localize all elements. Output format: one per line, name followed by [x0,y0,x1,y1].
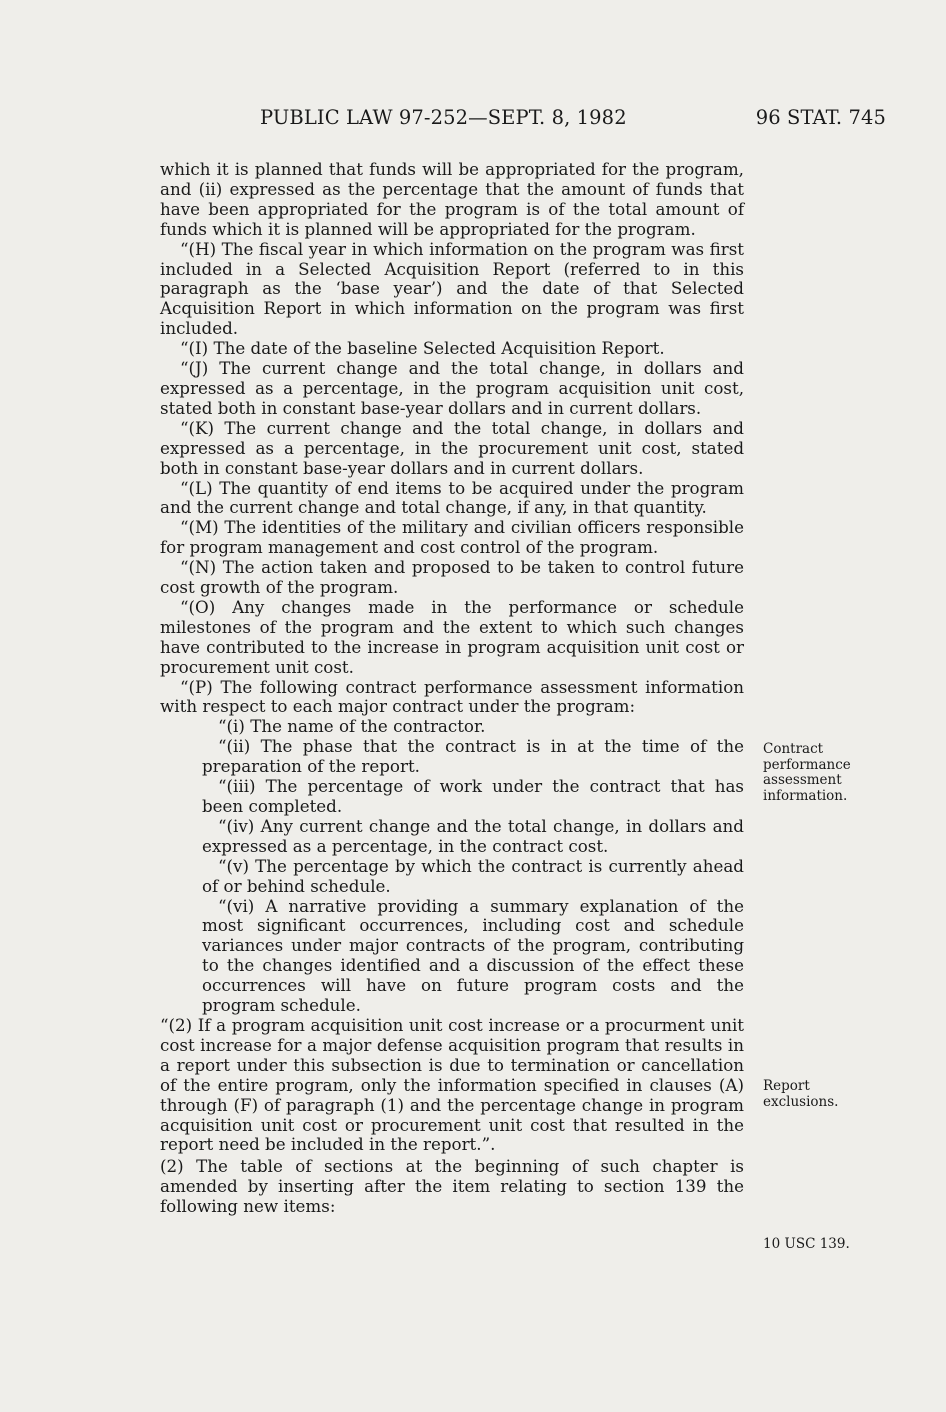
paragraph-2-table-of-sections: (2) The table of sections at the beginning of such chapter is amended by inserting after the item relating to section 139 the following new items: [160,1156,744,1217]
clause-p-iv: “(iv) Any current change and the total change, in dollars and expressed as a percentage, in the contract cost. [202,815,744,856]
paragraph-n: “(N) The action taken and proposed to be taken to control future cost growth of the program. [160,557,744,598]
paragraph-h: “(H) The fiscal year in which information on the program was first included in a Selected Acquisition Report (referred to in this paragraph as the ‘base year’) and the date of that Selected Acquisition Report in which information on the program was first included. [160,238,744,339]
clause-p-v: “(v) The percentage by which the contract is currently ahead of or behind schedule. [202,855,744,896]
header-statute-page: 96 STAT. 745 [755,106,886,129]
paragraph-2-exclusions: “(2) If a program acquisition unit cost increase or a procurment unit cost increase for a major defense acquisition program that results in a report under this subsection is due to termination or cancellation of the entire program, only the information specified in clauses (A) through (F) of paragraph (1) and the percentage change in program acquisition unit cost or procurement unit cost that resulted in the report need be included in the report.”. [160,1014,744,1155]
margin-note-contract-performance: Contract performance assessment information. [763,741,851,804]
clause-p-vi: “(vi) A narrative providing a summary explanation of the most significant occurrences, including cost and schedule variances under major contracts of the program, contributing to the changes identified and a discussion of the effect these occurrences will have on future program costs and the program schedule. [202,895,744,1016]
header-public-law: PUBLIC LAW 97-252—SEPT. 8, 1982 [260,106,627,129]
margin-note-usc-reference: 10 USC 139. [763,1236,850,1252]
margin-note-report-exclusions: Report exclusions. [763,1078,839,1110]
paragraph-g-continuation: which it is planned that funds will be appropriated for the program, and (ii) expressed as the percentage that the amount of funds that have been appropriated for the program is of the total amount of funds which it is planned will be appropriated for the program. [160,159,744,239]
paragraph-k: “(K) The current change and the total change, in dollars and expressed as a percentage, in the procurement unit cost, stated both in constant base-year dollars and in current dollars. [160,417,744,478]
clause-p-i: “(i) The name of the contractor. [218,716,486,737]
paragraph-o: “(O) Any changes made in the performance or schedule milestones of the program and the extent to which such changes have contributed to the increase in program acquisition unit cost or procurement unit cost. [160,596,744,677]
paragraph-l: “(L) The quantity of end items to be acquired under the program and the current change and total change, if any, in that quantity. [160,477,744,518]
clause-p-iii: “(iii) The percentage of work under the contract that has been completed. [202,776,744,816]
paragraph-m: “(M) The identities of the military and civilian officers responsible for program management and cost control of the program. [160,517,744,558]
paragraph-p: “(P) The following contract performance assessment information with respect to each major contract under the program: [160,676,744,717]
paragraph-i: “(I) The date of the baseline Selected Acquisition Report. [180,338,665,359]
body-text [160,160,744,1217]
clause-p-ii: “(ii) The phase that the contract is in at the time of the preparation of the report. [202,736,744,777]
paragraph-j: “(J) The current change and the total change, in dollars and expressed as a percentage, in the program acquisition unit cost, stated both in constant base-year dollars and in current dollars. [160,358,744,418]
